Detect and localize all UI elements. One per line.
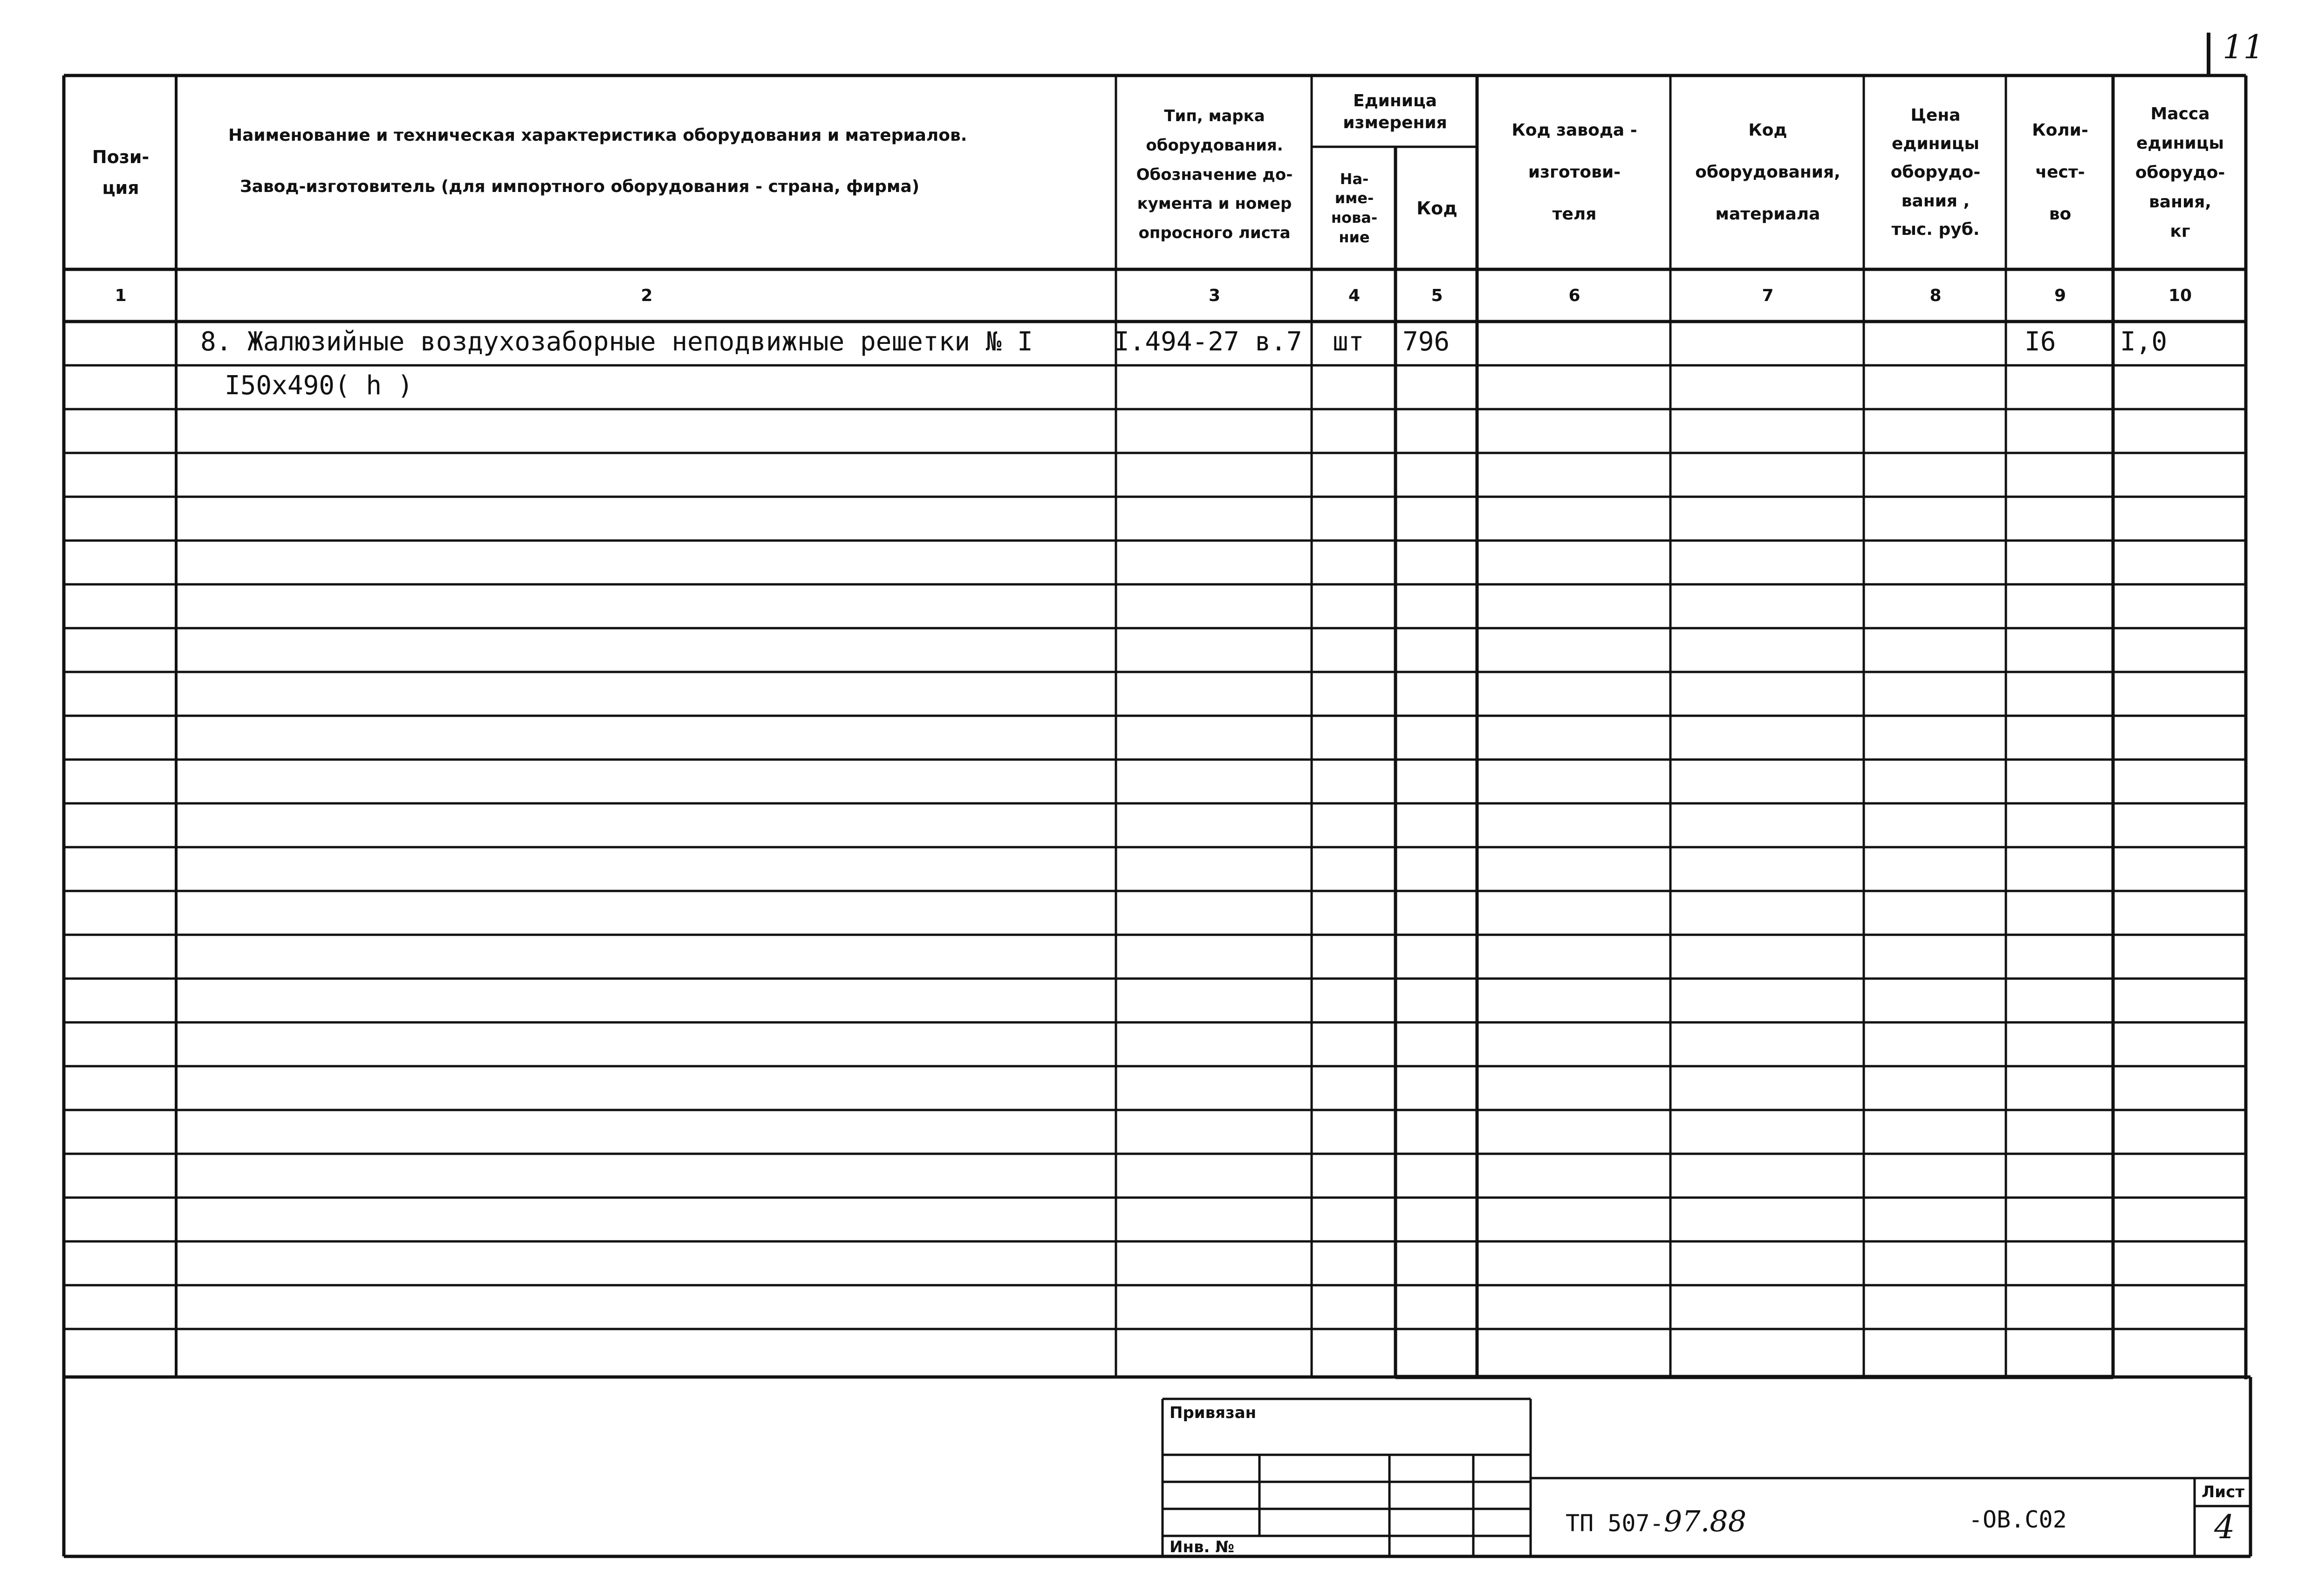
column-number-3: 3 [1208, 286, 1221, 305]
header-type-mark: Тип, марка оборудования. Обозначение до- кумента и номер опросного листа [1136, 106, 1293, 243]
header-unit-name: На- име- нова- ние [1331, 170, 1378, 246]
header-position: Пози- ция [92, 146, 150, 198]
sheet-label: Лист [2202, 1483, 2244, 1501]
document-code-suffix: -ОВ.С02 [1969, 1506, 2067, 1533]
page-number: 11 [2223, 28, 2264, 66]
sheet-number: 4 [2214, 1508, 2235, 1546]
header-equipment-code: Код оборудования, материала [1695, 121, 1840, 224]
header-name-line1: Наименование и техническая характеристика оборудования и материалов. [228, 126, 967, 145]
row-item-doc: I.494-27 в.7 [1114, 327, 1302, 357]
row-item-unit: шт [1333, 327, 1364, 357]
row-item-name: I50x490( h ) [225, 370, 413, 401]
column-number-10: 10 [2168, 286, 2192, 305]
inventory-label: Инв. № [1170, 1538, 1235, 1556]
row-item-name: 8. Жалюзийные воздухозаборные неподвижные решетки № I [200, 327, 1033, 357]
document-code [1566, 1504, 1746, 1538]
column-number-4: 4 [1348, 286, 1361, 305]
row-item-quantity: I6 [2025, 327, 2056, 357]
column-number-2: 2 [641, 286, 653, 305]
row-item-mass: I,0 [2120, 327, 2168, 357]
header-price: Цена единицы оборудо- вания , тыс. руб. [1890, 106, 1981, 239]
header-quantity: Коли- чест- во [2032, 121, 2088, 224]
column-number-8: 8 [1929, 286, 1942, 305]
document-code-prefix: ТП 507- [1566, 1510, 1664, 1537]
column-number-1: 1 [115, 286, 127, 305]
column-number-6: 6 [1568, 286, 1580, 305]
column-number-7: 7 [1762, 286, 1774, 305]
header-unit-code: Код [1416, 198, 1457, 219]
header-unit-group: Единица измерения [1343, 91, 1447, 132]
header-factory-code: Код завода - изготови- теля [1512, 121, 1637, 224]
column-number-5: 5 [1431, 286, 1443, 305]
document-code-handwritten: 97.88 [1663, 1504, 1747, 1538]
row-item-unit-code: 796 [1402, 327, 1450, 357]
header-mass: Масса единицы оборудо- вания, кг [2135, 104, 2225, 241]
column-number-9: 9 [2054, 286, 2066, 305]
header-name-line2: Завод-изготовитель (для импортного оборудования - страна, фирма) [240, 177, 920, 196]
attached-label: Привязан [1170, 1404, 1257, 1422]
